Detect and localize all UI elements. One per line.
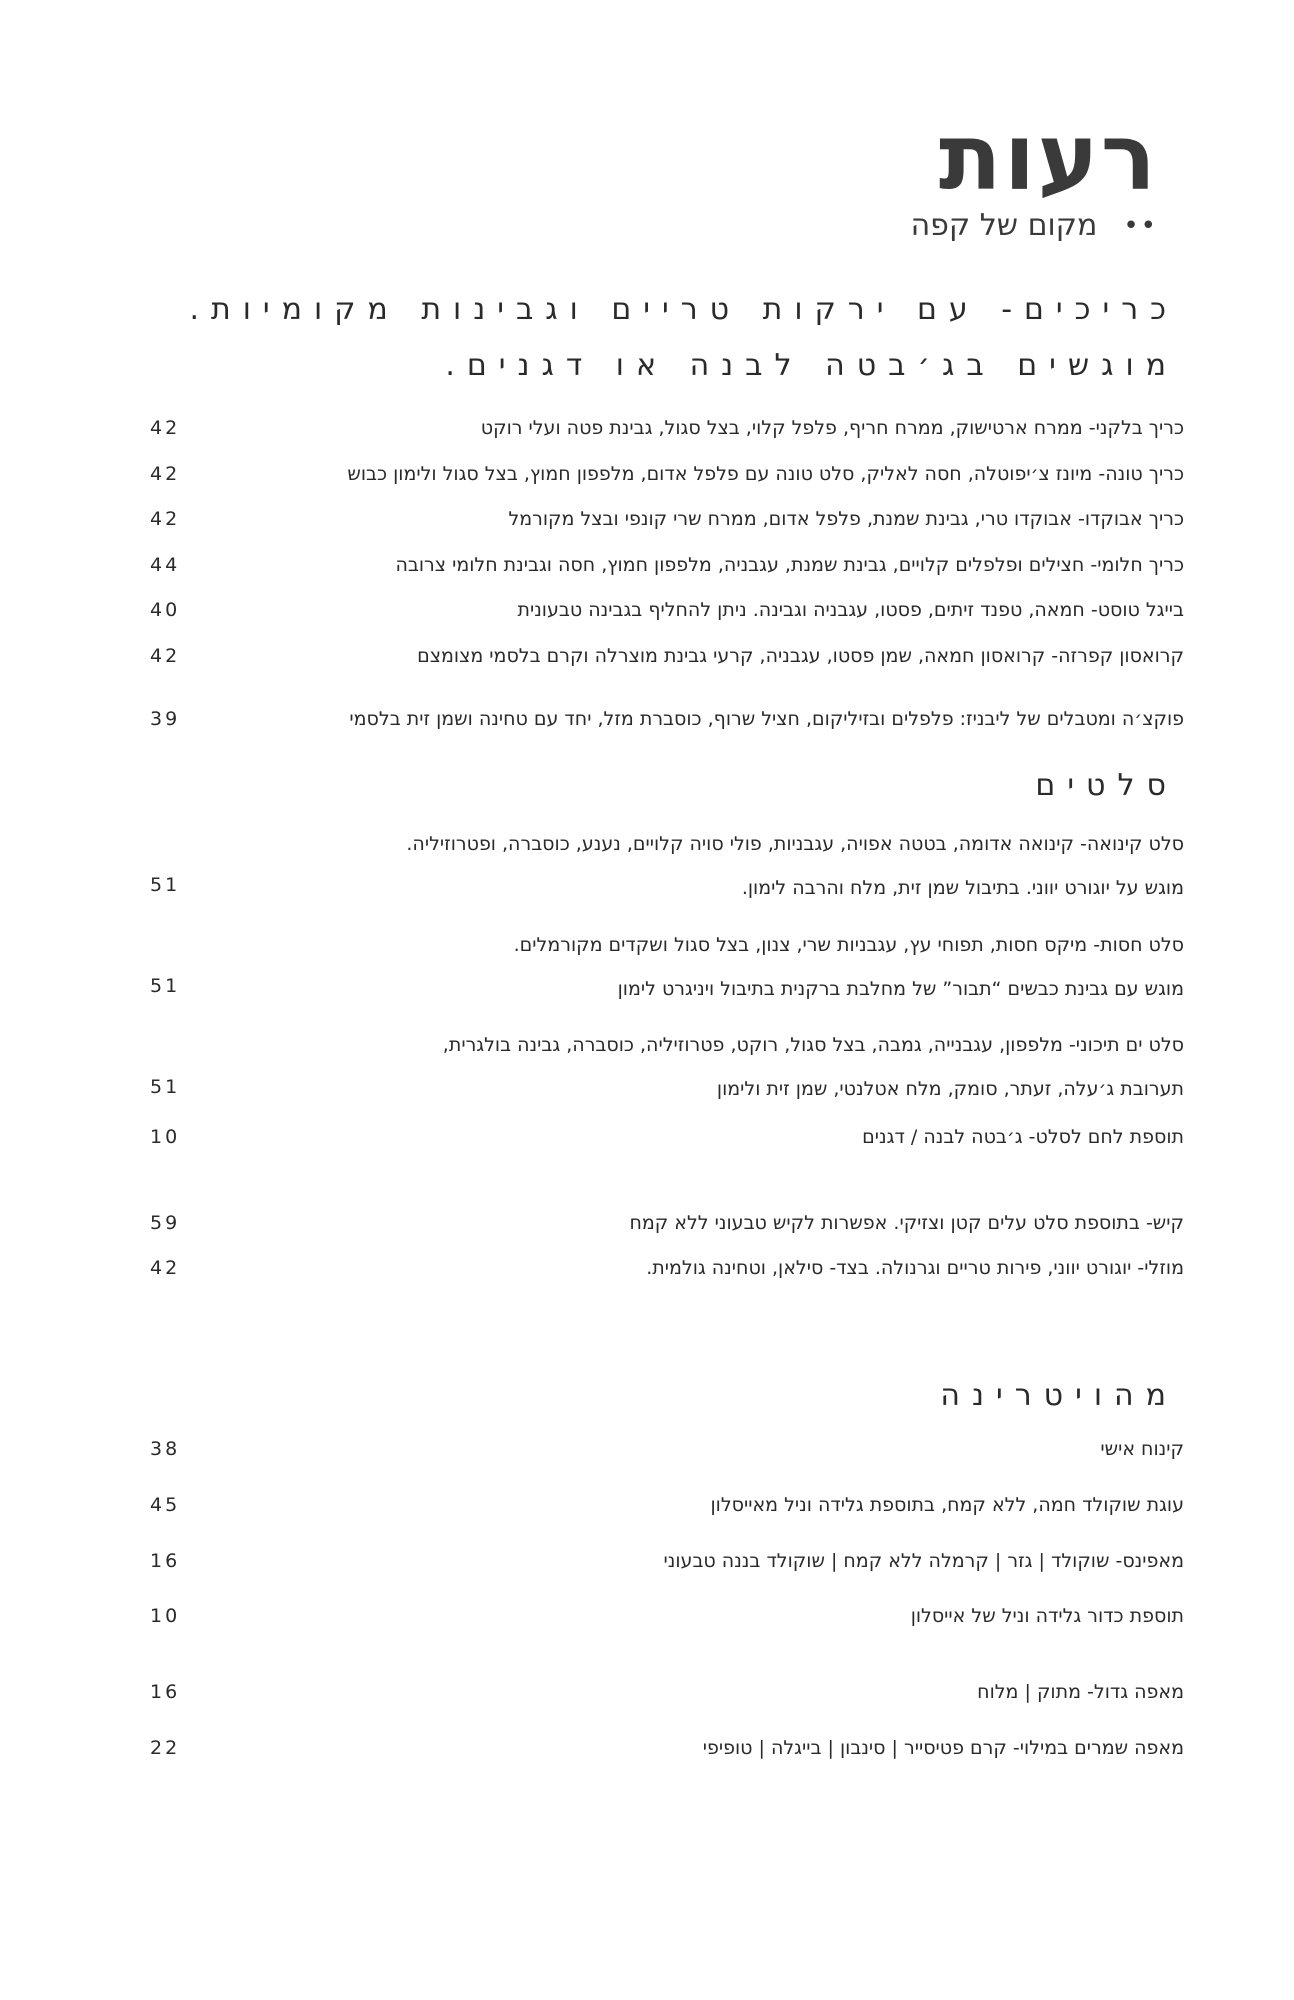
menu-item: תוספת לחם לסלט- ג׳בטה לבנה / דגנים: [862, 1126, 1184, 1148]
menu-item: מוזלי- יוגורט יווני, פירות טריים וגרנולה. בצד- סילאן, וטחינה גולמית.: [646, 1257, 1184, 1279]
salad-item: [200, 822, 1184, 910]
menu-price: 51: [150, 975, 181, 997]
salad-item: [200, 923, 1184, 1011]
salad-item-line1: סלט חסות- מיקס חסות, תפוחי עץ, עגבניות שרי, צנון, בצל סגול ושקדים מקורמלים.: [513, 934, 1184, 956]
menu-item: מאפינס- שוקולד | גזר | קרמלה ללא קמח | שוקולד בננה טבעוני: [663, 1550, 1184, 1572]
salad-item: [200, 1023, 1184, 1111]
logo: [838, 104, 1158, 243]
menu-item: מאפה גדול- מתוק | מלוח: [977, 1681, 1184, 1703]
sandwiches-heading-line1: כריכים- עם ירקות טריים וגבינות מקומיות.: [189, 292, 1178, 327]
menu-item: עוגת שוקולד חמה, ללא קמח, בתוספת גלידה וניל מאייסלון: [710, 1494, 1184, 1516]
menu-price: 44: [150, 554, 181, 576]
menu-item: כריך חלומי- חצילים ופלפלים קלויים, גבינת שמנת, עגבניה, מלפפון חמוץ, חסה וגבינת חלומי צרובה: [395, 554, 1184, 576]
menu-price: 59: [150, 1212, 181, 1234]
patisserie-heading: מהויטרינה: [940, 1378, 1178, 1413]
menu-item: קרואסון קפרזה- קרואסון חמאה, שמן פסטו, עגבניה, קרעי גבינת מוצרלה וקרם בלסמי מצומצם: [417, 645, 1184, 667]
menu-price: 51: [150, 1076, 181, 1098]
menu-price: 16: [150, 1550, 181, 1572]
menu-item: קינוח אישי: [1100, 1438, 1184, 1460]
logo-subtitle: מקום של קפה: [910, 208, 1098, 243]
salad-item-line1: סלט קינואה- קינואה אדומה, בטטה אפויה, עגבניות, פולי סויה קלויים, נענע, כוסברה, ופטרוזיליה.: [406, 833, 1184, 855]
menu-price: 42: [150, 1257, 181, 1279]
salads-heading: סלטים: [1035, 768, 1178, 803]
salad-item-line2: תערובת ג׳עלה, זעתר, סומק, מלח אטלנטי, שמן זית ולימון: [716, 1078, 1184, 1100]
menu-price: 16: [150, 1681, 181, 1703]
sandwiches-heading-line2: מוגשים בג׳בטה לבנה או דגנים.: [445, 348, 1178, 383]
menu-price: 42: [150, 417, 181, 439]
salad-item-line1: סלט ים תיכוני- מלפפון, עגבנייה, גמבה, בצל סגול, רוקט, פטרוזיליה, כוסברה, גבינה בולגרית,: [442, 1034, 1184, 1056]
menu-price: 42: [150, 645, 181, 667]
menu-price: 40: [150, 599, 181, 621]
menu-price: 42: [150, 508, 181, 530]
menu-item: קיש- בתוספת סלט עלים קטן וצזיקי. אפשרות לקיש טבעוני ללא קמח: [629, 1212, 1184, 1234]
menu-item: פוקצ׳ה ומטבלים של ליבניז: פלפלים ובזיליקום, חציל שרוף, כוסברת מזל, יחד עם טחינה ושמן זית בלסמי: [349, 708, 1184, 730]
salad-item-line2: מוגש על יוגורט יווני. בתיבול שמן זית, מלח והרבה לימון.: [741, 877, 1184, 899]
menu-price: 10: [150, 1126, 181, 1148]
menu-price: 10: [150, 1605, 181, 1627]
menu-item: תוספת כדור גלידה וניל של אייסלון: [910, 1605, 1184, 1627]
logo-title: רעות: [938, 104, 1158, 211]
menu-price: 38: [150, 1438, 181, 1460]
menu-price: 51: [150, 874, 181, 896]
menu-item: כריך אבוקדו- אבוקדו טרי, גבינת שמנת, פלפל אדום, ממרח שרי קונפי ובצל מקורמל: [508, 508, 1184, 530]
menu-price: 42: [150, 463, 181, 485]
menu-price: 39: [150, 708, 181, 730]
salad-item-line2: מוגש עם גבינת כבשים “תבור” של מחלבת ברקנית בתיבול ויניגרט לימון: [617, 978, 1184, 1000]
menu-price: 45: [150, 1494, 181, 1516]
menu-item: בייגל טוסט- חמאה, טפנד זיתים, פסטו, עגבניה וגבינה. ניתן להחליף בגבינה טבעונית: [517, 599, 1184, 621]
logo-subtitle-row: [838, 208, 1158, 243]
menu-item: כריך טונה- מיונז צ׳יפוטלה, חסה לאליק, סלט טונה עם פלפל אדום, מלפפון חמוץ, בצל סגול ולימון כבוש: [347, 463, 1184, 485]
menu-item: מאפה שמרים במילוי- קרם פטיסייר | סינבון | בייגלה | טופיפי: [702, 1737, 1184, 1759]
logo-dots: ••: [1123, 210, 1158, 241]
menu-item: כריך בלקני- ממרח ארטישוק, ממרח חריף, פלפל קלוי, בצל סגול, גבינת פטה ועלי רוקט: [480, 417, 1184, 439]
menu-price: 22: [150, 1737, 181, 1759]
